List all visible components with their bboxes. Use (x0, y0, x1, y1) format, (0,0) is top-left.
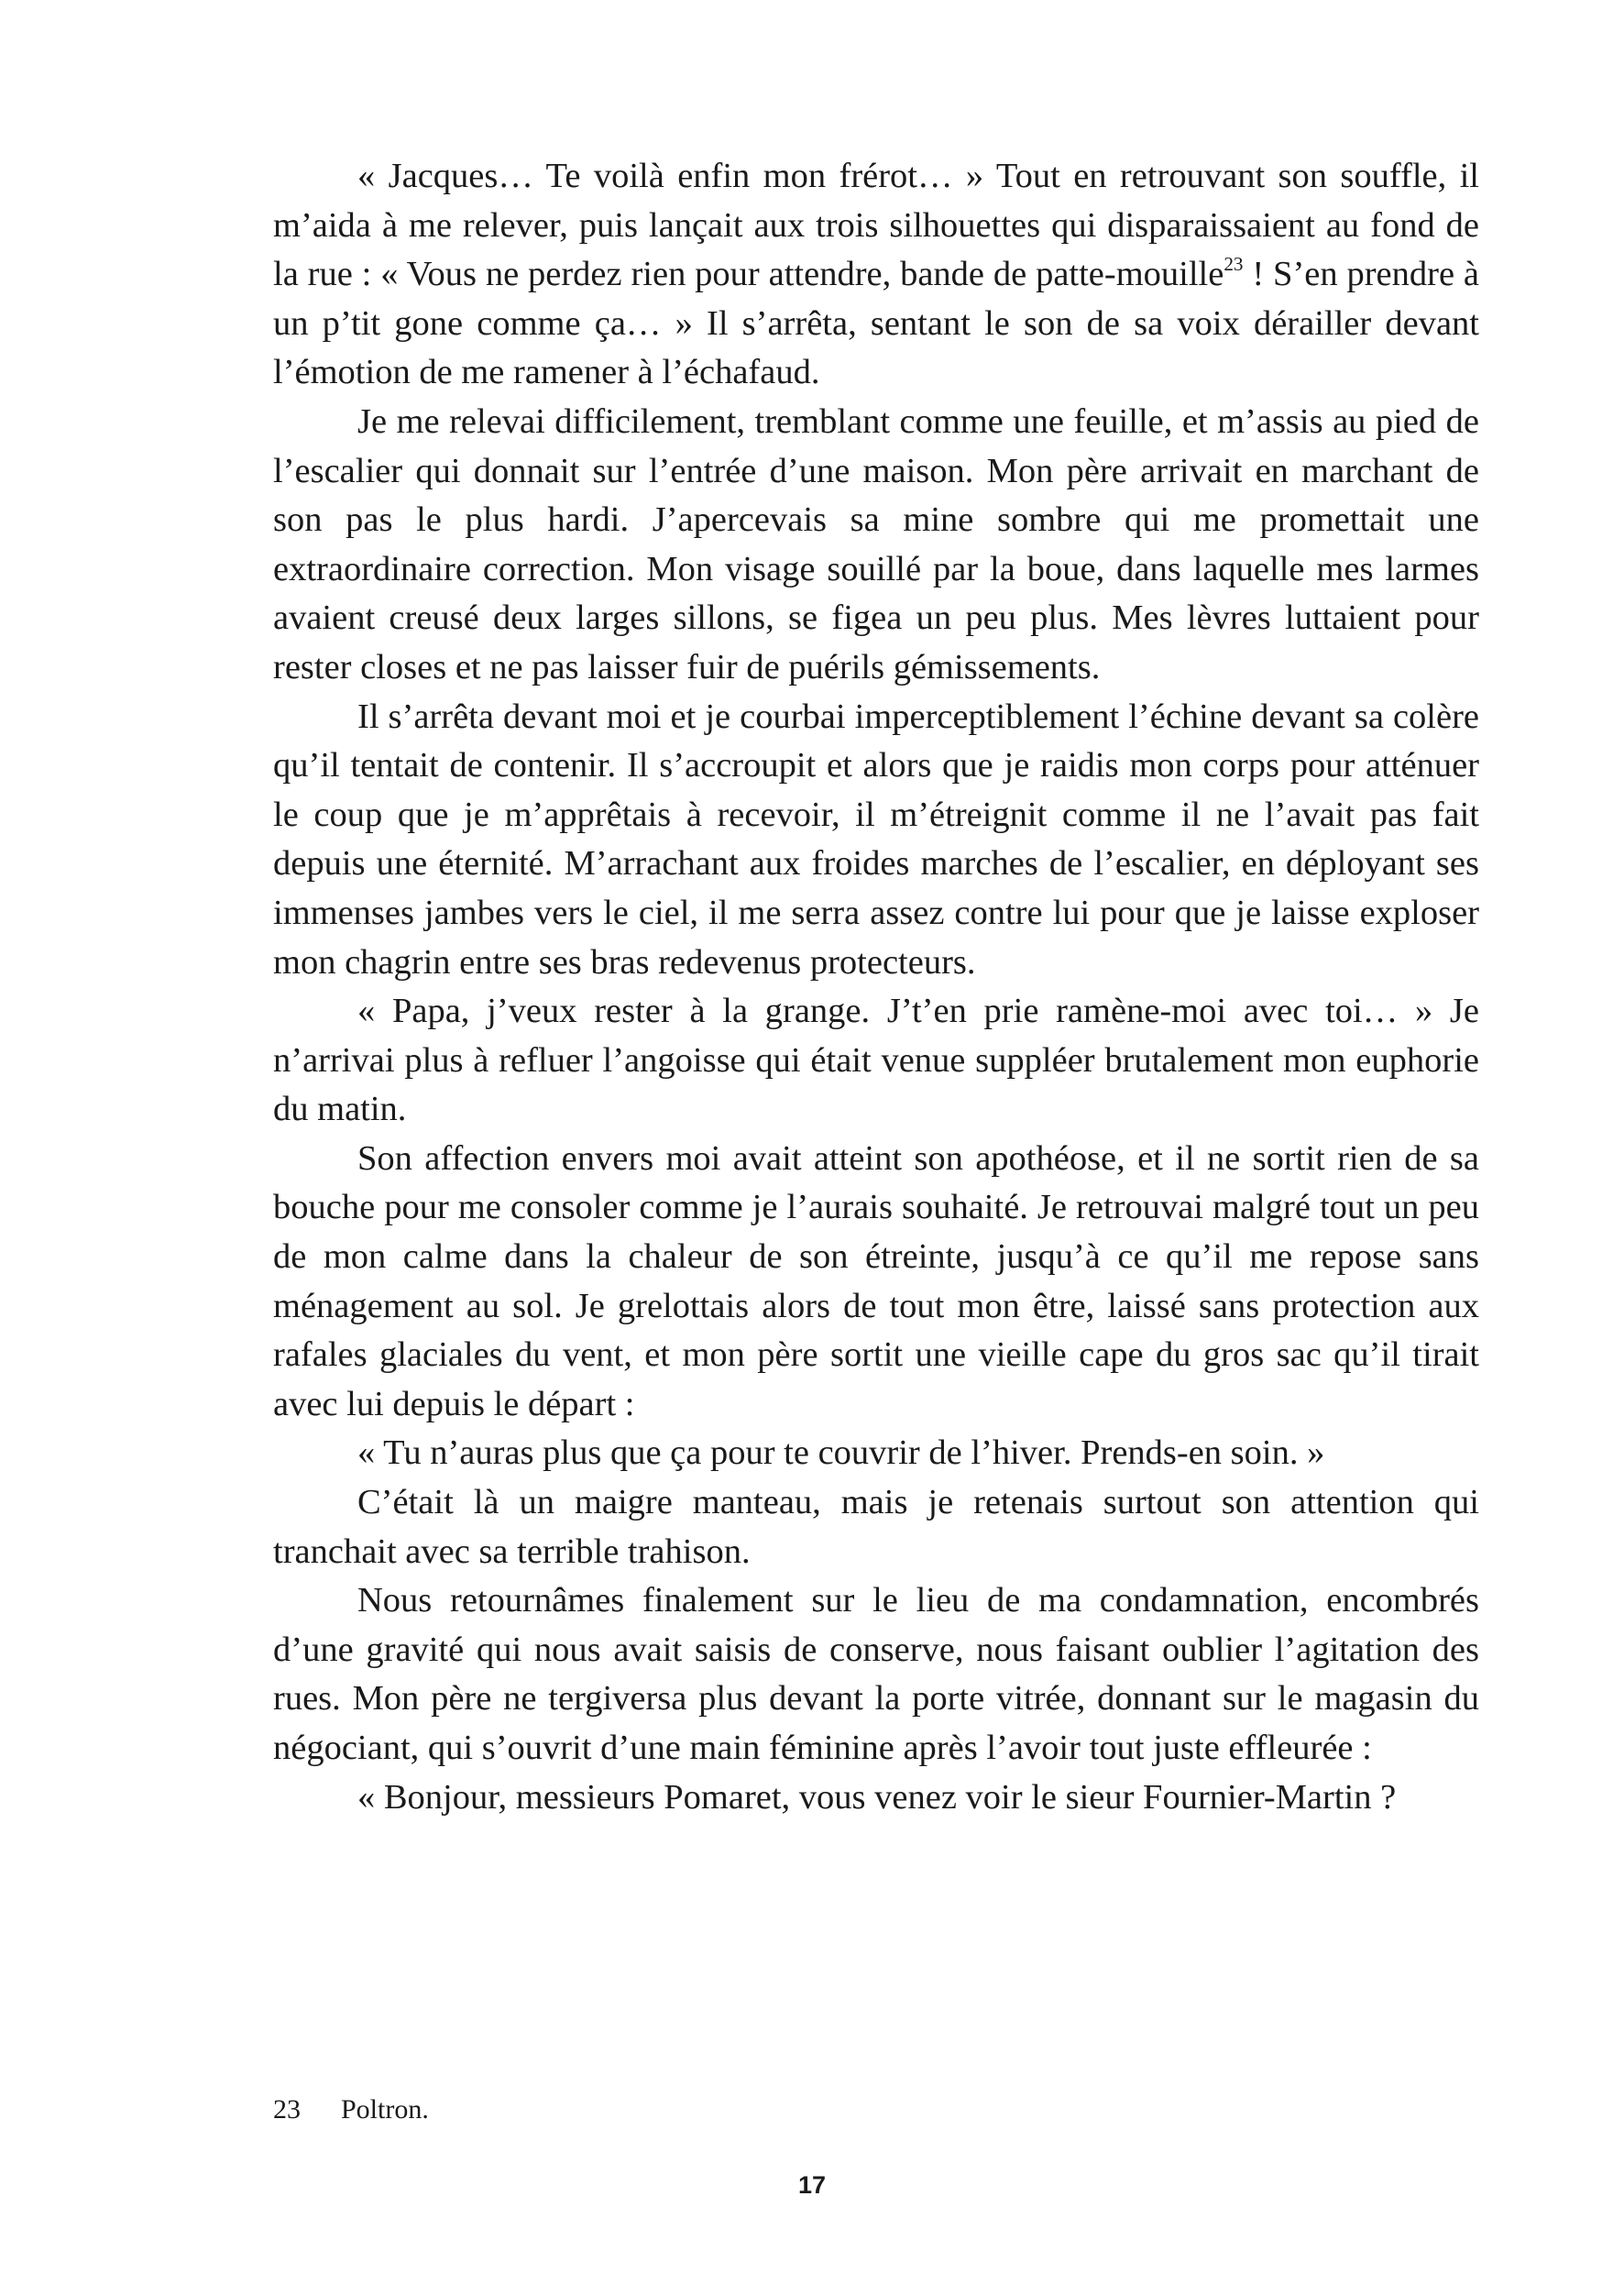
paragraph: Nous retournâmes finalement sur le lieu de ma condamnation, encombrés d’une gravité qui nous avait saisis de conserve, nous faisant oublier l’agitation des rues. Mon père ne tergiversa plus devant la porte vitrée, donnant sur le magasin du négociant, qui s’ouvrit d’une main féminine après l’avoir tout juste effleurée : (273, 1581, 1479, 1767)
paragraph: Son affection envers moi avait atteint son apothéose, et il ne sortit rien de sa bouche pour me consoler comme je l’aurais souhaité. Je retrouvai malgré tout un peu de mon calme dans la chaleur de son étreinte, jusqu’à ce qu’il me repose sans ménagement au sol. Je grelottais alors de tout mon être, laissé sans protection aux rafales glaciales du vent, et mon père sortit une vieille cape du gros sac qu’il tirait avec lui depuis le départ : (273, 1138, 1479, 1423)
footnote (273, 2092, 429, 2128)
paragraph: « Tu n’auras plus que ça pour te couvrir de l’hiver. Prends-en soin. » (357, 1433, 1325, 1473)
page-number: 17 (797, 2171, 827, 2199)
body-text (273, 152, 1479, 1822)
paragraph: « Bonjour, messieurs Pomaret, vous venez voir le sieur Fournier-Martin ? (357, 1777, 1397, 1817)
paragraph: Il s’arrêta devant moi et je courbai imperceptiblement l’échine devant sa colère qu’il tentait de contenir. Il s’accroupit et alors que je raidis mon corps pour atténuer le coup que je m’apprêtais à recevoir, il m’étreignit comme il ne l’avait pas fait depuis une éternité. M’arrachant aux froides marches de l’escalier, en déployant ses immenses jambes vers le ciel, il me serra assez contre lui pour que je laisse exploser mon chagrin entre ses bras redevenus protecteurs. (273, 697, 1479, 982)
paragraph: « Jacques… Te voilà enfin mon frérot… » Tout en retrouvant son souffle, il m’aida à me relever, puis lançait aux trois silhouettes qui disparaissaient au fond de la rue : « Vous ne perdez rien pour attendre, bande de patte-mouille$^{23}$ ! S’en prendre à un p’tit gone comme ça… » Il s’arrêta, sentant le son de sa voix dérailler devant l’émotion de me ramener à l’échafaud. (273, 157, 1479, 392)
footnote-reference: 23 (1223, 253, 1244, 276)
paragraph: « Papa, j’veux rester à la grange. J’t’en prie ramène-moi avec toi… » Je n’arrivai plus à refluer l’angoisse qui était venue suppléer brutalement mon euphorie du matin. (273, 992, 1479, 1129)
paragraph: C’était là un maigre manteau, mais je retenais surtout son attention qui tranchait avec sa terrible trahison. (273, 1483, 1479, 1571)
footnote-text: Poltron. (341, 2094, 429, 2125)
paragraph: Je me relevai difficilement, tremblant comme une feuille, et m’assis au pied de l’escalier qui donnait sur l’entrée d’une maison. Mon père arrivait en marchant de son pas le plus hardi. J’apercevais sa mine sombre qui me promettait une extraordinaire correction. Mon visage souillé par la boue, dans laquelle mes larmes avaient creusé deux larges sillons, se figea un peu plus. Mes lèvres luttaient pour rester closes et ne pas laisser fuir de puérils gémissements. (273, 401, 1479, 686)
footnote-number: 23 (273, 2094, 301, 2125)
